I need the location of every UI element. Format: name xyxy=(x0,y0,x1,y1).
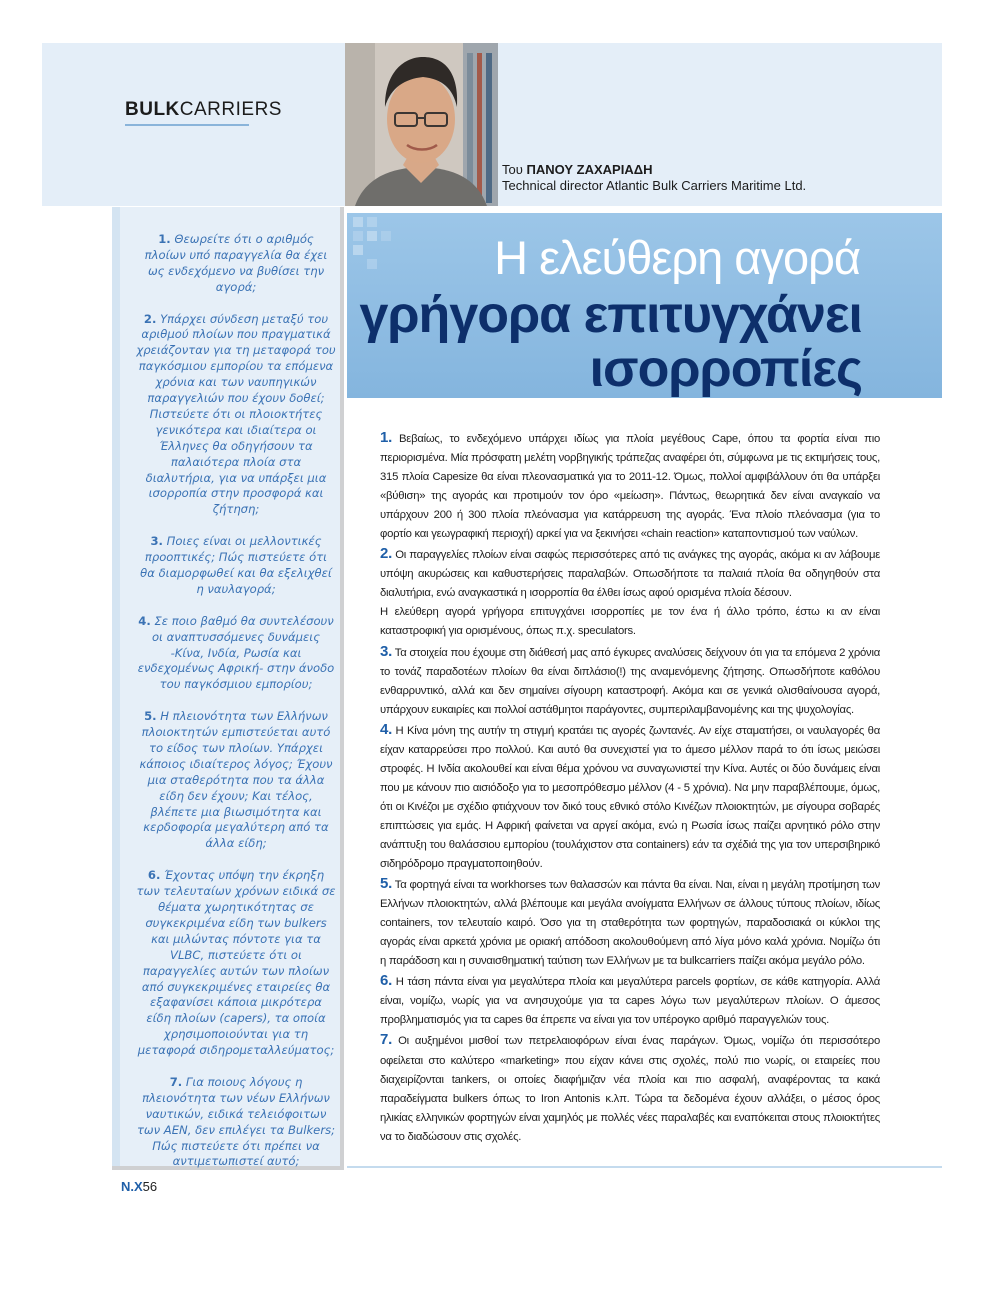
question-number: 6. xyxy=(147,868,161,883)
answer-text: Οι αυξημένοι μισθοί των πετρελαιοφόρων είναι ένας παράγων. Όμως, νομίζω ότι περισσότερο οφείλεται στο καλύτερο «marketing» που είχαν κάνει στις σχολές, πολύ πιο νωρίς, οι εταιρείες που διαχειρίζονται tankers, οι οποίες διαφήμιζαν νέα πλοία και πιο ασφαλή, αναφέροντας τα κακά παραδείγματα bulkers όπως το Iron Antonis κ.λπ. Τώρα τα δεδομένα έχουν αλλάξει, ο μέσος όρος ηλικίας ελληνικών φορτηγών είναι χαμηλός με πολλές νέες παραλαβές και εναπόκειται στους πλοιοκτήτες να το διαδώσουν στις σχολές. xyxy=(380,1035,880,1143)
answer-number: 2. xyxy=(380,545,393,563)
answer-number: 3. xyxy=(380,642,393,660)
answer-number: 4. xyxy=(380,720,393,738)
bottom-rule xyxy=(347,1166,942,1168)
answer-number: 1. xyxy=(380,429,393,446)
answer-paragraph xyxy=(380,603,880,641)
page-footer xyxy=(121,1179,157,1194)
question-item xyxy=(136,534,336,598)
magazine-brand: N.X xyxy=(121,1179,143,1194)
byline-author-line xyxy=(502,162,806,178)
author-title: Technical director Atlantic Bulk Carriers Maritime Ltd. xyxy=(502,178,807,193)
answer-text: Η Κίνα μόνη της αυτήν τη στιγμή κρατάει τις αγορές ζωντανές. Αν είχε σταματήσει, οι ναυλαγορές θα είχαν καταρρεύσει προ πολλού. Και αυτό θα συνεχιστεί για το άμεσο μέλλον παρά το ότι ίσως μειώσει στροφές. Η Ινδία ακολουθεί και είναι θέμα χρόνου να συναγωνιστεί την Κίνα. Αυτές οι δύο δυνάμεις είναι που με κάνουν πιο αισιόδοξο για το μεσοπρόθεσμο μέλλον (4 - 5 χρόνια). Να μην παραβλέπουμε, όμως, ότι οι Κινέζοι με σχέδιο φτιάχνουν τον δικό τους εθνικό στόλο Κινέζων πλοιοκτητών, με σίγουρα σοβαρές επιπτώσεις για εμάς. Η Αφρική φαίνεται να αργεί ακόμα, ενώ η Ρωσία ίσως παίζει αρνητικό ρόλο στην ανάπτυξη του θαλάσσιου εμπορίου (τουλάχιστον στα containers) εάν τα σχέδιά της για τον υπερσιβηρικό σιδηρόδρομο πραγματοποιηθούν. xyxy=(380,724,880,871)
question-number: 4. xyxy=(138,613,151,628)
author-portrait xyxy=(345,43,498,206)
answer-paragraph xyxy=(380,1030,880,1146)
article-body xyxy=(380,428,880,1147)
title-decoration xyxy=(353,217,401,281)
byline-prefix: Του xyxy=(502,162,527,177)
answer-paragraph xyxy=(380,428,880,544)
question-text: Έχοντας υπόψη την έκρηξη των τελευταίων χρόνων ειδικά σε θέματα χωρητικότητας σε συγκεκριμένα είδη των bulkers και μιλώντας πόντοτε για τα VLBC, πιστεύετε ότι οι παραγγελίες αυτών των πλοίων από συγκεκριμένες εταιρείες θα εξαφανίσει κάποια μικρότερα είδη πλοίων (capers), τα οποία χρησιμοποιούνται για τη μεταφορά σιδηρομεταλλεύματος; xyxy=(136,868,336,1058)
answer-paragraph xyxy=(380,971,880,1030)
section-label xyxy=(125,99,282,121)
answer-text: Η ελεύθερη αγορά γρήγορα επιτυγχάνει ισορροπίες με τον ένα ή άλλο τρόπο, έστω κι αν είναι καταστροφική για ορισμένους, όπως π.χ. speculators. xyxy=(380,606,880,638)
question-text: Θεωρείτε ότι ο αριθμός πλοίων υπό παραγγελία θα έχει ως ενδεχόμενο να βυθίσει την αγορά; xyxy=(144,232,328,294)
question-text: Η πλειονότητα των Ελλήνων πλοιοκτητών εμπιστεύεται αυτό το είδος των πλοίων. Υπάρχει κάποιος ιδιαίτερος λόγος; Έχουν μια σταθερότητα που τα άλλα είδη δεν έχουν; Και τέλος, βλέπετε μια βιωσιμότητα και κερδοφορία μεγαλύτερη από τα άλλα είδη; xyxy=(139,709,333,851)
answer-text: Τα φορτηγά είναι τα workhorses των θαλασσών και πάντα θα είναι. Ναι, είναι η μεγάλη προτίμηση των Ελλήνων πλοιοκτητών, αλλά βλέπουμε και μεγάλα ανοίγματα Ελλήνων σε άλλους τύπους πλοίων, ιδίως containers, τον τελευταίο καιρό. Όσο για τη σταθερότητα των φορτηγών, παραδοσιακά οι κύκλοι της αγοράς είναι αρκετά χρόνια με οριακή απόδοση ακολουθούμενη από λίγα μόνο καλά χρόνια. Νομίζω ότι η παράδοση και η συναισθηματική ταύτιση των Ελλήνων με τα bulkcarriers παίζει ακόμα μεγάλο ρόλο. xyxy=(380,879,880,968)
answer-text: Οι παραγγελίες πλοίων είναι σαφώς περισσότερες από τις ανάγκες της αγοράς, ακόμα κι αν λάβουμε υπόψη ακυρώσεις και καθυστερήσεις παραλαβών. Οπωσδήποτε τα παλαιά πλοία θα οδηγηθούν στα διαλυτήρια, ενώ αναγκαστικά η ισορροπία θα έλθει ίσως αφού ορισμένα πλοία δέσουν. xyxy=(380,549,880,600)
question-number: 3. xyxy=(150,534,163,549)
question-text: Σε ποιο βαθμό θα συντελέσουν οι αναπτυσσόμενες δυνάμεις -Κίνα, Ινδία, Ρωσία και ενδεχομένως Αφρική- στην άνοδο του παγκόσμιου εμπορίου; xyxy=(137,613,335,692)
question-text: Υπάρχει σύνδεση μεταξύ του αριθμού πλοίων που πραγματικά χρειάζονταν για τη μεταφορά του παγκόσμιου εμπορίου τα επόμενα χρόνια και των ναυπηγικών παραγγελιών που έχουν δοθεί; Πιστεύετε ότι οι πλοιοκτήτες γενικότερα και ιδιαίτερα οι Έλληνες θα οδηγήσουν τα παλαιότερα πλοία στα διαλυτήρια, για να υπάρξει μια ισορροπία στην προσφορά και ζήτηση; xyxy=(136,311,336,517)
byline xyxy=(502,162,806,194)
title-line-3: ισορροπίες xyxy=(589,340,862,398)
question-text: Για ποιους λόγους η πλειονότητα των νέων Ελλήνων ναυτικών, ειδικά τελειόφοιτων των ΑΕΝ, δεν επιλέγει τα Bulkers; Πώς πιστεύετε ότι πρέπει να αντιμετωπιστεί αυτό; xyxy=(136,1074,336,1169)
answer-number: 5. xyxy=(380,875,393,893)
question-item xyxy=(136,614,336,694)
question-item xyxy=(136,1075,336,1170)
title-line-2: γρήγορα επιτυγχάνει xyxy=(359,286,862,344)
answer-paragraph xyxy=(380,544,880,603)
question-number: 5. xyxy=(144,709,157,724)
title-line-1: Η ελεύθερη αγορά xyxy=(494,231,860,284)
question-number: 2. xyxy=(143,311,157,326)
question-number: 7. xyxy=(169,1074,183,1089)
question-text: Ποιες είναι οι μελλοντικές προοπτικές; Πώς πιστεύετε ότι θα διαμορφωθεί και θα εξελιχθεί η ναυλαγορά; xyxy=(140,534,332,596)
question-item xyxy=(136,868,336,1059)
answer-text: Βεβαίως, το ενδεχόμενο υπάρχει ιδίως για πλοία μεγέθους Cape, όπου τα φορτία είναι πιο περιορισμένα. Μία πρόσφατη μελέτη νορβηγικής τράπεζας αναφέρει ότι, σύμφωνα με τις εκτιμήσεις τους, 315 πλοία Capesize θα είναι πλεονασματικά για το 2011-12. Όμως, πολλοί αμφιβάλλουν ότι θα υπάρξει «βύθιση» της αγοράς και προτιμούν τον όρο «μείωση». Πάντως, θεωρητικά δεν είναι αναγκαίο να υπάρχουν 200 ή 300 πλοία πλεόνασμα για κατάρρευση της αγοράς. Ένα πλοίο πλεόνασμα (για το φορτίο και γεωγραφική περιοχή) αρκεί για να ξεκινήσει «chain reaction» καταποντισμού των ναύλων. xyxy=(380,433,880,541)
answer-paragraph xyxy=(380,874,880,971)
answer-number: 6. xyxy=(380,972,393,990)
page-number: 56 xyxy=(142,1179,158,1194)
answer-number: 7. xyxy=(380,1031,393,1049)
answer-text: Η τάση πάντα είναι για μεγαλύτερα πλοία και μεγαλύτερα parcels φορτίων, σε κάθε κατηγορία. Αλλά είναι, νομίζω, νωρίς για να ανησυχούμε για τα capes λόγω των μεγαλύτερων πλοίων. Ο άμεσος προβληματισμός για τα capes θα έπρεπε να είναι για τον υπέρογκο αριθμό παραγγελιών τους. xyxy=(380,976,880,1027)
question-item xyxy=(136,709,336,852)
question-number: 1. xyxy=(158,232,171,246)
question-item xyxy=(136,312,336,519)
answer-text: Τα στοιχεία που έχουμε στη διάθεσή μας από έγκυρες αναλύσεις δείχνουν ότι για τα επόμενα 2 χρόνια το τονάζ παραδοτέων πλοίων θα είναι διπλάσιο(!) της αναμενόμενης ζήτησης. Οπωσδήποτε καθόλου ενθαρρυντικό, αλλά και δεν σημαίνει σίγουρη καταστροφή. Ακόμα και σε γενικά ολισθαίνουσα αγορά, υπάρχουν ευκαιρίες και πολλοί αστάθμητοι παράγοντες, συμπεριλαμβανομένης και της ψυχολογίας. xyxy=(380,646,880,716)
answer-paragraph xyxy=(380,642,880,720)
section-rule xyxy=(125,124,249,126)
question-item xyxy=(136,232,336,296)
title-box xyxy=(347,213,942,398)
section-label-bold: BULK xyxy=(125,99,180,120)
author-name: ΠΑΝΟΥ ΖΑΧΑΡΙΑΔΗ xyxy=(526,162,653,177)
questions-list xyxy=(136,232,336,1186)
section-label-light: CARRIERS xyxy=(179,99,282,120)
answer-paragraph xyxy=(380,720,880,874)
